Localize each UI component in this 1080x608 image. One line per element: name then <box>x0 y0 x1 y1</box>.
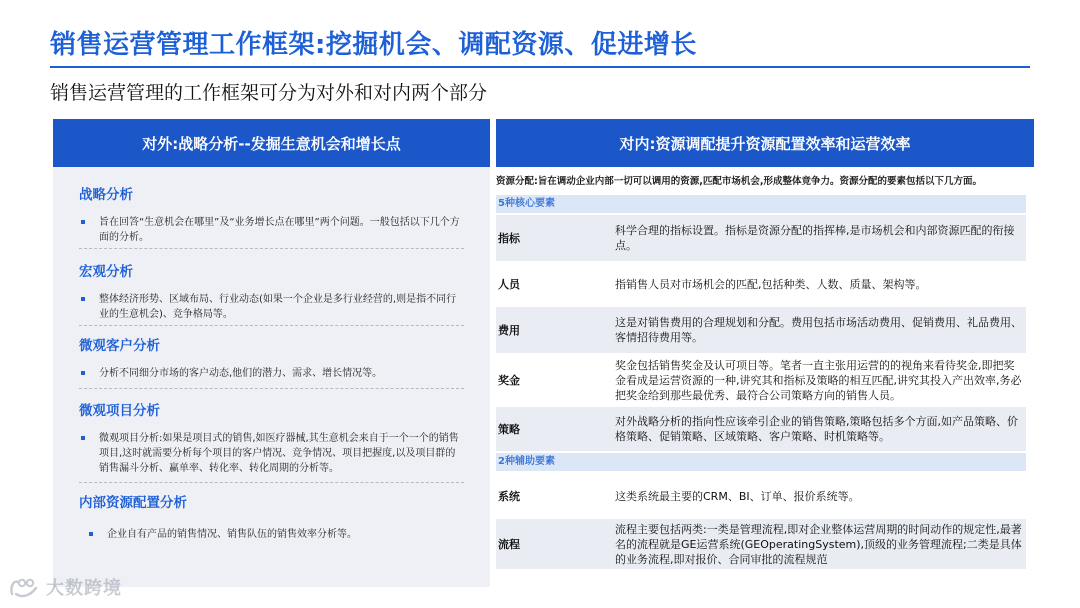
row-text: 这类系统最主要的CRM、BI、订单、报价系统等。 <box>615 489 860 503</box>
section-divider <box>79 388 464 389</box>
list-item <box>79 527 464 542</box>
square-bullet-icon <box>81 371 85 375</box>
row-label: 费用 <box>498 324 520 337</box>
section-divider <box>79 482 464 483</box>
list-item <box>79 215 464 245</box>
section-text: 旨在回答“生意机会在哪里”及“业务增长点在哪里”两个问题。一般包括以下几个方面的分析。 <box>99 217 460 243</box>
square-bullet-icon <box>81 297 85 301</box>
page-subtitle: 销售运营管理的工作框架可分为对外和对内两个部分 <box>50 82 488 104</box>
section-micro-project <box>79 399 464 476</box>
row-text: 奖金包括销售奖金及认可项目等。笔者一直主张用运营的的视角来看待奖金,即把奖金看成是运营资源的一种,讲究其和指标及策略的相互匹配,讲究其投入产出效率,务必把奖金给到那些最优秀、最符合公司策略方向的销售人员。 <box>615 358 1022 402</box>
table-row <box>496 519 1026 569</box>
row-label: 人员 <box>498 278 520 291</box>
page-title: 销售运营管理工作框架:挖掘机会、调配资源、促进增长 <box>50 30 697 60</box>
table-row <box>496 215 1026 261</box>
section-divider <box>79 248 464 249</box>
row-label: 奖金 <box>498 374 520 387</box>
section-divider <box>79 325 464 326</box>
internal-panel <box>496 119 1034 587</box>
list-item <box>79 366 464 381</box>
section-macro <box>79 260 464 322</box>
table-row <box>496 261 1026 307</box>
row-text: 这是对销售费用的合理规划和分配。费用包括市场活动费用、促销费用、礼品费用、客情招待费用等。 <box>615 316 1022 344</box>
brand-watermark <box>8 573 122 601</box>
section-text: 微观项目分析:如果是项目式的销售,如医疗器械,其生意机会来自于一个一个的销售项目,这时就需要分析每个项目的客户情况、竞争情况、项目把握度,以及项目群的销售漏斗分析、赢单率、转化率、转化周期的分析等。 <box>99 433 459 474</box>
square-bullet-icon <box>89 532 93 536</box>
table-row <box>496 353 1026 407</box>
resource-allocation-intro: 资源分配:旨在调动企业内部一切可以调用的资源,匹配市场机会,形成整体竞争力。资源分配的要素包括以下几方面。 <box>496 176 983 187</box>
list-item <box>79 292 464 322</box>
row-label: 流程 <box>498 538 520 551</box>
row-text: 对外战略分析的指向性应该牵引企业的销售策略,策略包括多个方面,如产品策略、价格策略、促销策略、区域策略、客户策略、时机策略等。 <box>615 415 1018 443</box>
external-panel-heading: 对外:战略分析--发掘生意机会和增长点 <box>53 119 490 167</box>
row-label: 系统 <box>498 490 520 503</box>
row-text: 指销售人员对市场机会的匹配,包括种类、人数、质量、架构等。 <box>615 277 927 291</box>
brand-logo-icon <box>8 574 42 600</box>
square-bullet-icon <box>81 220 85 224</box>
core-elements-label: 5种核心要素 <box>496 195 1026 213</box>
row-text: 科学合理的指标设置。指标是资源分配的指挥棒,是市场机会和内部资源匹配的衔接点。 <box>615 224 1015 252</box>
table-row <box>496 407 1026 451</box>
section-strategy <box>79 183 464 245</box>
table-row <box>496 473 1026 519</box>
section-title: 微观客户分析 <box>79 338 160 354</box>
row-text: 流程主要包括两类:一类是管理流程,即对企业整体运营周期的时间动作的规定性,最著名的流程就是GE运营系统(GEOperatingSystem),顶级的业务管理流程;二类是具体的业务流程,即对报价、合同审批的流程规范 <box>615 522 1022 566</box>
section-title: 宏观分析 <box>79 264 133 280</box>
brand-name: 大数跨境 <box>46 578 122 599</box>
row-label: 策略 <box>498 423 520 436</box>
section-text: 企业自有产品的销售情况、销售队伍的销售效率分析等。 <box>107 529 357 540</box>
section-title: 微观项目分析 <box>79 403 160 419</box>
section-text: 分析不同细分市场的客户动态,他们的潜力、需求、增长情况等。 <box>99 368 383 379</box>
section-micro-customer <box>79 334 464 381</box>
square-bullet-icon <box>81 436 85 440</box>
table-row <box>496 307 1026 353</box>
list-item <box>79 431 464 476</box>
internal-panel-heading: 对内:资源调配提升资源配置效率和运营效率 <box>496 119 1034 167</box>
section-title: 内部资源配置分析 <box>79 495 187 511</box>
external-panel <box>53 119 490 587</box>
section-internal-resource <box>79 491 464 542</box>
row-label: 指标 <box>498 232 520 245</box>
auxiliary-elements-label: 2种辅助要素 <box>496 453 1026 471</box>
section-text: 整体经济形势、区域布局、行业动态(如果一个企业是多行业经营的,则是指不同行业的生意机会)、竞争格局等。 <box>99 294 457 320</box>
title-divider <box>50 66 1030 68</box>
section-title: 战略分析 <box>79 187 133 203</box>
